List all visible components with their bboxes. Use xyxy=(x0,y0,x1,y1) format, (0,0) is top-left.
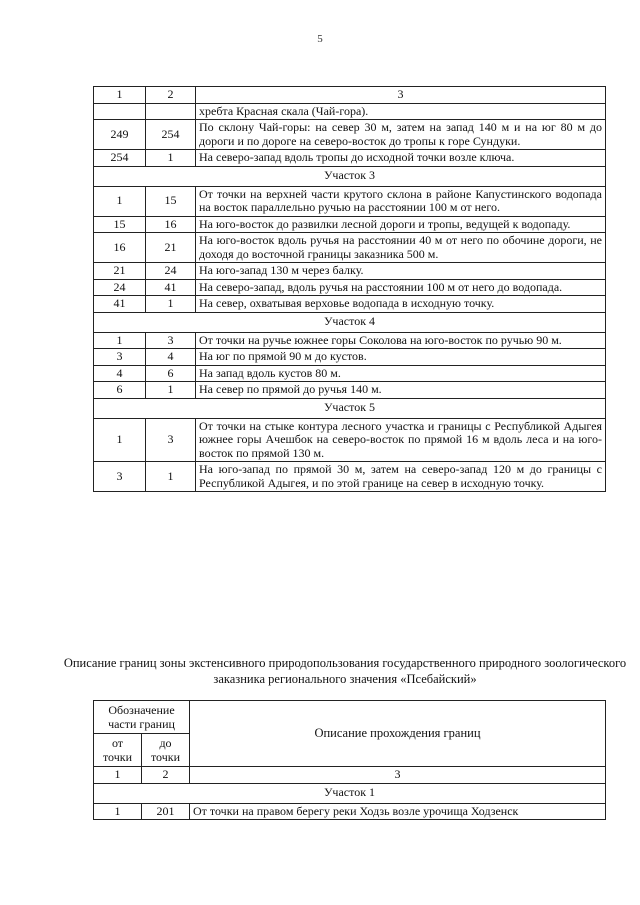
table-numbering-row xyxy=(94,87,606,104)
to-point-cell: 21 xyxy=(146,233,196,263)
table-row xyxy=(94,186,606,216)
table-row xyxy=(94,233,606,263)
header-to-point: до точки xyxy=(142,734,190,767)
to-point-cell: 24 xyxy=(146,263,196,280)
to-point-cell: 3 xyxy=(146,332,196,349)
to-point-cell: 16 xyxy=(146,216,196,233)
description-cell: От точки на правом берегу реки Ходзь возле урочища Ходзенск xyxy=(190,803,606,820)
table-row xyxy=(94,382,606,399)
from-point-cell: 16 xyxy=(94,233,146,263)
table-row xyxy=(94,803,606,820)
description-cell: хребта Красная скала (Чай-гора). xyxy=(196,103,606,120)
description-cell: По склону Чай-горы: на север 30 м, затем на запад 140 м и на юг 80 м до дороги и по дороге на северо-восток до тропы к горе Сундуки. xyxy=(196,120,606,150)
table-row xyxy=(94,103,606,120)
table-section-row xyxy=(94,312,606,332)
description-cell: На юго-запад 130 м через балку. xyxy=(196,263,606,280)
from-point-cell: 1 xyxy=(94,186,146,216)
numbering-cell: 3 xyxy=(190,767,606,784)
table-row xyxy=(94,216,606,233)
description-cell: На север, охватывая верховье водопада в исходную точку. xyxy=(196,296,606,313)
from-point-cell: 4 xyxy=(94,365,146,382)
table-section-row xyxy=(94,166,606,186)
table-row xyxy=(94,296,606,313)
section-label: Участок 1 xyxy=(94,783,606,803)
from-point-cell: 6 xyxy=(94,382,146,399)
from-point-cell: 1 xyxy=(94,803,142,820)
header-description: Описание прохождения границ xyxy=(190,701,606,767)
numbering-cell: 2 xyxy=(146,87,196,104)
table-row xyxy=(94,332,606,349)
description-cell: На юг по прямой 90 м до кустов. xyxy=(196,349,606,366)
table-header-row xyxy=(94,701,606,734)
description-cell: На юго-восток до развилки лесной дороги и тропы, ведущей к водопаду. xyxy=(196,216,606,233)
table-row xyxy=(94,150,606,167)
description-cell: От точки на стыке контура лесного участка и границы с Республикой Адыгея южнее горы Ачешбок на северо-восток по прямой 16 м вдоль леса и на юго-восток по прямой 130 м. xyxy=(196,418,606,462)
section-label: Участок 4 xyxy=(94,312,606,332)
to-point-cell: 41 xyxy=(146,279,196,296)
from-point-cell: 3 xyxy=(94,349,146,366)
table-row xyxy=(94,349,606,366)
table-row xyxy=(94,120,606,150)
from-point-cell: 1 xyxy=(94,332,146,349)
to-point-cell: 1 xyxy=(146,462,196,492)
table-row xyxy=(94,279,606,296)
header-group-label: Обозначение части границ xyxy=(94,701,190,734)
description-cell: На север по прямой до ручья 140 м. xyxy=(196,382,606,399)
table-row xyxy=(94,462,606,492)
from-point-cell: 24 xyxy=(94,279,146,296)
numbering-cell: 2 xyxy=(142,767,190,784)
numbering-cell: 1 xyxy=(94,87,146,104)
description-cell: На юго-восток вдоль ручья на расстоянии 40 м от него по обочине дороги, не доходя до восточной границы заказника 500 м. xyxy=(196,233,606,263)
description-cell: От точки на ручье южнее горы Соколова на юго-восток по ручью 90 м. xyxy=(196,332,606,349)
from-point-cell: 3 xyxy=(94,462,146,492)
description-cell: На северо-запад вдоль тропы до исходной точки возле ключа. xyxy=(196,150,606,167)
from-point-cell: 15 xyxy=(94,216,146,233)
to-point-cell: 4 xyxy=(146,349,196,366)
to-point-cell: 254 xyxy=(146,120,196,150)
description-cell: На северо-запад, вдоль ручья на расстоянии 100 м от него до водопада. xyxy=(196,279,606,296)
extensive-zone-table xyxy=(93,700,606,820)
header-from-point: от точки xyxy=(94,734,142,767)
numbering-cell: 3 xyxy=(196,87,606,104)
to-point-cell: 6 xyxy=(146,365,196,382)
table-row xyxy=(94,365,606,382)
description-cell: На запад вдоль кустов 80 м. xyxy=(196,365,606,382)
to-point-cell: 3 xyxy=(146,418,196,462)
page-number: 5 xyxy=(317,33,323,45)
section-label: Участок 5 xyxy=(94,398,606,418)
from-point-cell xyxy=(94,103,146,120)
to-point-cell: 1 xyxy=(146,382,196,399)
section-label: Участок 3 xyxy=(94,166,606,186)
table-section-row xyxy=(94,398,606,418)
table-numbering-row xyxy=(94,767,606,784)
to-point-cell: 201 xyxy=(142,803,190,820)
to-point-cell: 1 xyxy=(146,150,196,167)
description-cell: На юго-запад по прямой 30 м, затем на северо-запад 120 м до границы с Республикой Адыгея, и по этой границе на север в исходную точку. xyxy=(196,462,606,492)
to-point-cell: 1 xyxy=(146,296,196,313)
to-point-cell xyxy=(146,103,196,120)
to-point-cell: 15 xyxy=(146,186,196,216)
from-point-cell: 1 xyxy=(94,418,146,462)
table-row xyxy=(94,418,606,462)
table-section-row xyxy=(94,783,606,803)
table-row xyxy=(94,263,606,280)
boundary-table-continued xyxy=(93,86,606,492)
from-point-cell: 254 xyxy=(94,150,146,167)
from-point-cell: 41 xyxy=(94,296,146,313)
section-caption: Описание границ зоны экстенсивного природопользования государственного природного зоологического заказника регионального значения «Псебайский» xyxy=(63,656,627,686)
from-point-cell: 21 xyxy=(94,263,146,280)
numbering-cell: 1 xyxy=(94,767,142,784)
from-point-cell: 249 xyxy=(94,120,146,150)
description-cell: От точки на верхней части крутого склона в районе Капустинского водопада на восток параллельно ручью на расстоянии 100 м от него. xyxy=(196,186,606,216)
